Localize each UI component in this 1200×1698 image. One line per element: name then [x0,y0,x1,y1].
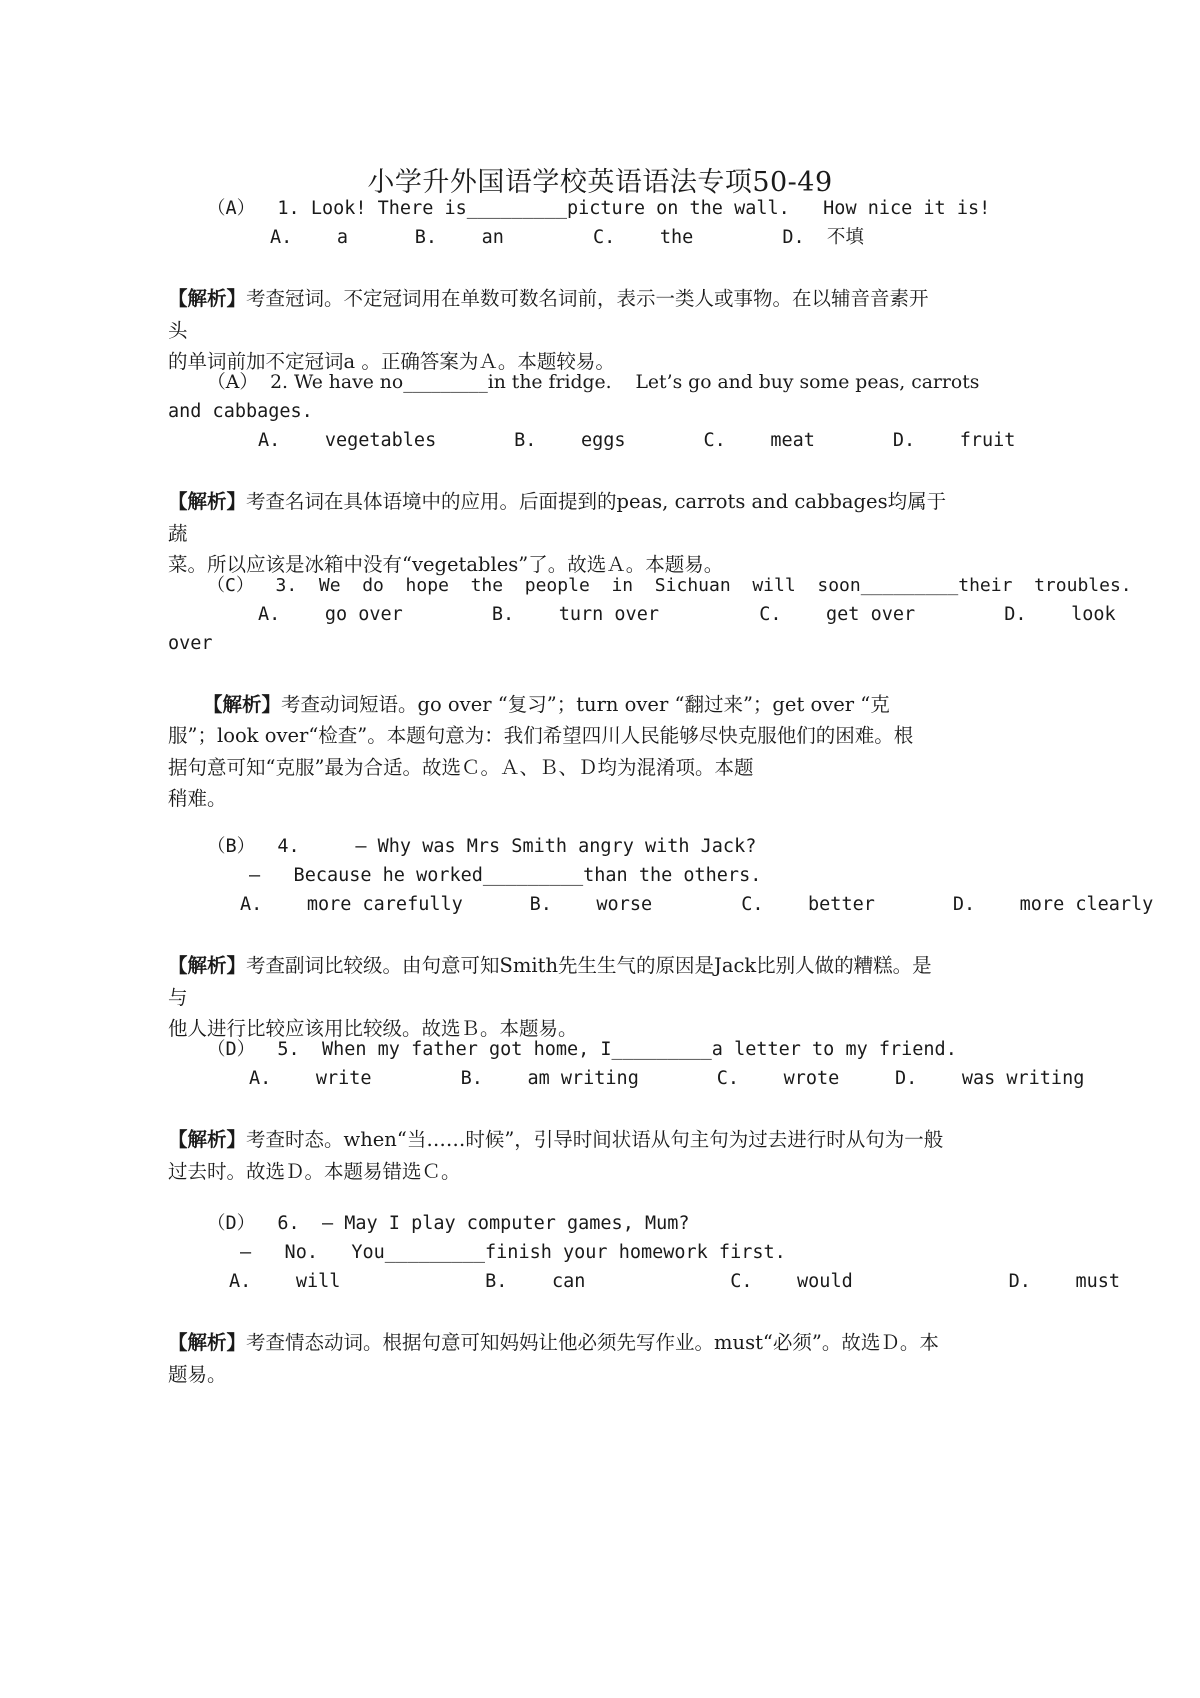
q3-stem: （C） 3. We do hope the people in Sichuan will soon_________their troubles. [207,575,1132,596]
q3-analysis-line1: 考查动词短语。go over “复习”；turn over “翻过来”；get over “克 [281,693,890,716]
q3-analysis-line4: 稍难。 [168,787,227,810]
analysis-tag: 【解析】 [168,1331,247,1354]
analysis-tag: 【解析】 [168,287,247,310]
q6-options: A. will B. can C. would D. must [229,1271,1121,1292]
q3-analysis-line3: 据句意可知“克服”最为合适。故选Ｃ。Ａ、Ｂ、Ｄ均为混淆项。本题 [168,755,754,779]
q1-analysis-line2: 的单词前加不定冠词a 。正确答案为Ａ。本题较易。 [168,350,615,373]
q5-stem: （D） 5. When my father got home, I_________a letter to my friend. [207,1039,957,1060]
q4-stem-line1: （B） 4. — Why was Mrs Smith angry with Jack? [207,836,757,857]
q4-stem-line2: — Because he worked_________than the others. [249,865,762,886]
analysis-tag: 【解析】 [168,954,247,977]
q5-options: A. write B. am writing C. wrote D. was writing [249,1068,1085,1089]
q3-analysis-line2: 服”；look over“检查”。本题句意为：我们希望四川人民能够尽快克服他们的困难。根 [168,724,914,747]
q2-analysis [168,486,948,581]
q6-analysis-line2: 题易。 [168,1362,227,1386]
analysis-tag: 【解析】 [168,490,247,513]
q1-stem: （A） 1. Look! There is_________picture on the wall. How nice it is! [207,198,991,219]
q4-analysis [168,950,948,1045]
q6-analysis-line1: 考查情态动词。根据句意可知妈妈让他必须先写作业。must“必须”。故选Ｄ。本 [246,1331,939,1354]
q5-analysis-line2: 过去时。故选Ｄ。本题易错选Ｃ。 [168,1159,461,1183]
q6-stem-line1: （D） 6. — May I play computer games, Mum? [207,1213,690,1234]
analysis-tag: 【解析】 [168,1128,247,1151]
q4-analysis-line2: 他人进行比较应该用比较级。故选Ｂ。本题易。 [168,1017,578,1040]
q3-options-line2: over [168,633,213,654]
q2-analysis-line2: 菜。所以应该是冰箱中没有“vegetables”了。故选Ａ。本题易。 [168,553,724,576]
analysis-tag: 【解析】 [203,693,282,716]
q5-analysis-line1: 考查时态。when“当……时候”，引导时间状语从句主句为过去进行时从句为一般 [246,1128,944,1151]
q2-stem-line1: （A） 2. We have no_________in the fridge. Let’s go and buy some peas, carrots [207,372,980,393]
q2-analysis-line1: 考查名词在具体语境中的应用。后面提到的peas, carrots and cabbages均属于蔬 [168,490,947,545]
q4-options: A. more carefully B. worse C. better D. more clearly [240,894,1154,915]
q2-stem-line2: and cabbages. [168,401,313,422]
q1-analysis-line1: 考查冠词。不定冠词用在单数可数名词前，表示一类人或事物。在以辅音音素开头 [168,287,929,342]
q4-analysis-line1: 考查副词比较级。由句意可知Smith先生生气的原因是Jack比别人做的糟糕。是与 [168,954,932,1009]
q1-analysis [168,283,948,378]
q2-options: A. vegetables B. eggs C. meat D. fruit [258,430,1016,451]
page-title: 小学升外国语学校英语语法专项50-49 [367,167,833,198]
q5-analysis [168,1124,948,1187]
q6-stem-line2: — No. You_________finish your homework first. [240,1242,786,1263]
q3-analysis-cont [168,720,958,815]
q6-analysis [168,1327,948,1390]
q1-options: A. a B. an C. the D. 不填 [270,227,864,248]
q3-options-line1: A. go over B. turn over C. get over D. look [258,604,1116,625]
q3-analysis [203,689,963,721]
